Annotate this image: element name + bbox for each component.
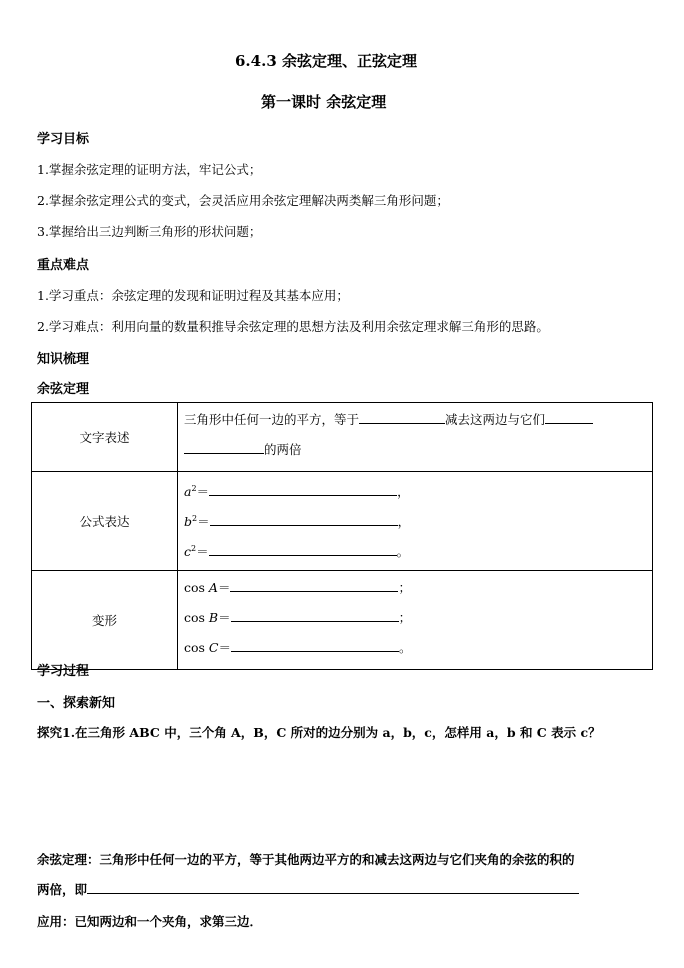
key-point-item: 1.学习重点：余弦定理的发现和证明过程及其基本应用； — [37, 288, 349, 303]
table-row — [32, 571, 653, 670]
theorem-statement-cont — [37, 880, 579, 898]
punctuation: ； — [398, 580, 411, 595]
row-label — [32, 472, 178, 571]
equals-sign: ＝ — [218, 610, 231, 625]
equals-sign: ＝ — [196, 484, 210, 500]
punctuation: ； — [398, 610, 412, 625]
cos-text: cos — [184, 580, 209, 595]
formula-cell — [178, 472, 653, 571]
variable-b: b — [184, 514, 193, 530]
key-point-item: 2.学习难点：利用向量的数量积推导余弦定理的思想方法及利用余弦定理求解三角形的思路。 — [37, 319, 549, 334]
exponent: 2 — [192, 514, 198, 523]
objective-item: 2.掌握余弦定理公式的变式，会灵活应用余弦定理解决两类解三角形问题； — [37, 193, 449, 208]
exponent: 2 — [191, 544, 197, 553]
objective-item: 3.掌握给出三边判断三角形的形状问题； — [37, 224, 262, 239]
variable-c: c — [184, 544, 192, 560]
angle-b: B — [208, 610, 219, 625]
section-heading: 一、探索新知 — [37, 696, 116, 711]
statement-text: 三角形中任何一边的平方，等于 — [184, 412, 360, 427]
process-heading: 学习过程 — [37, 664, 90, 679]
cos-text: cos — [184, 610, 209, 625]
fill-blank[interactable] — [209, 543, 397, 556]
punctuation: ， — [397, 484, 410, 500]
punctuation: ， — [397, 514, 411, 530]
statement-text: 减去这两边与它们 — [445, 412, 546, 427]
knowledge-subheading: 余弦定理 — [37, 382, 90, 397]
fill-blank[interactable] — [359, 411, 445, 424]
fill-blank[interactable] — [210, 513, 398, 526]
text-statement-cell — [178, 403, 653, 472]
cosine-law-table — [31, 402, 653, 670]
text-label: 文字表述 — [79, 430, 130, 445]
table-row — [32, 472, 653, 571]
page-title: 6.4.3 余弦定理、正弦定理 — [235, 52, 417, 70]
formula-label: 公式表达 — [79, 514, 130, 529]
equals-sign: ＝ — [196, 544, 209, 560]
theorem-statement: 余弦定理：三角形中任何一边的平方，等于其他两边平方的和减去这两边与它们夹角的余弦的积的 — [37, 852, 575, 867]
lesson-subtitle: 第一课时 余弦定理 — [261, 93, 387, 111]
statement-text: 的两倍 — [264, 442, 302, 457]
equals-sign: ＝ — [218, 640, 232, 655]
key-points-heading: 重点难点 — [37, 258, 90, 273]
cos-text: cos — [184, 640, 209, 655]
explore-question: 探究1.在三角形 ABC 中，三个角 A，B，C 所对的边分别为 a，b，c，怎样用 a，b 和 C 表示 c？ — [37, 725, 601, 740]
row-label — [32, 403, 178, 472]
table-row — [32, 403, 653, 472]
angle-c: C — [208, 640, 219, 655]
fill-blank[interactable] — [87, 881, 579, 894]
fill-blank[interactable] — [231, 639, 399, 652]
fill-blank[interactable] — [231, 609, 399, 622]
variant-cell — [178, 571, 653, 670]
application-line: 应用：已知两边和一个夹角，求第三边． — [37, 914, 263, 929]
fill-blank[interactable] — [184, 441, 264, 454]
variable-a: a — [184, 484, 192, 500]
knowledge-heading: 知识梳理 — [37, 352, 90, 367]
exponent: 2 — [191, 484, 197, 493]
punctuation: 。 — [399, 640, 412, 655]
variant-label: 变形 — [91, 613, 117, 628]
fill-blank[interactable] — [209, 483, 397, 496]
equals-sign: ＝ — [217, 580, 231, 595]
angle-a: A — [208, 580, 218, 595]
fill-blank[interactable] — [230, 579, 398, 592]
row-label — [32, 571, 178, 670]
theorem-text: 两倍，即 — [37, 882, 88, 897]
objective-item: 1.掌握余弦定理的证明方法，牢记公式； — [37, 162, 262, 177]
objectives-heading: 学习目标 — [37, 132, 90, 147]
fill-blank[interactable] — [545, 411, 593, 424]
equals-sign: ＝ — [197, 514, 210, 530]
punctuation: 。 — [396, 544, 410, 560]
